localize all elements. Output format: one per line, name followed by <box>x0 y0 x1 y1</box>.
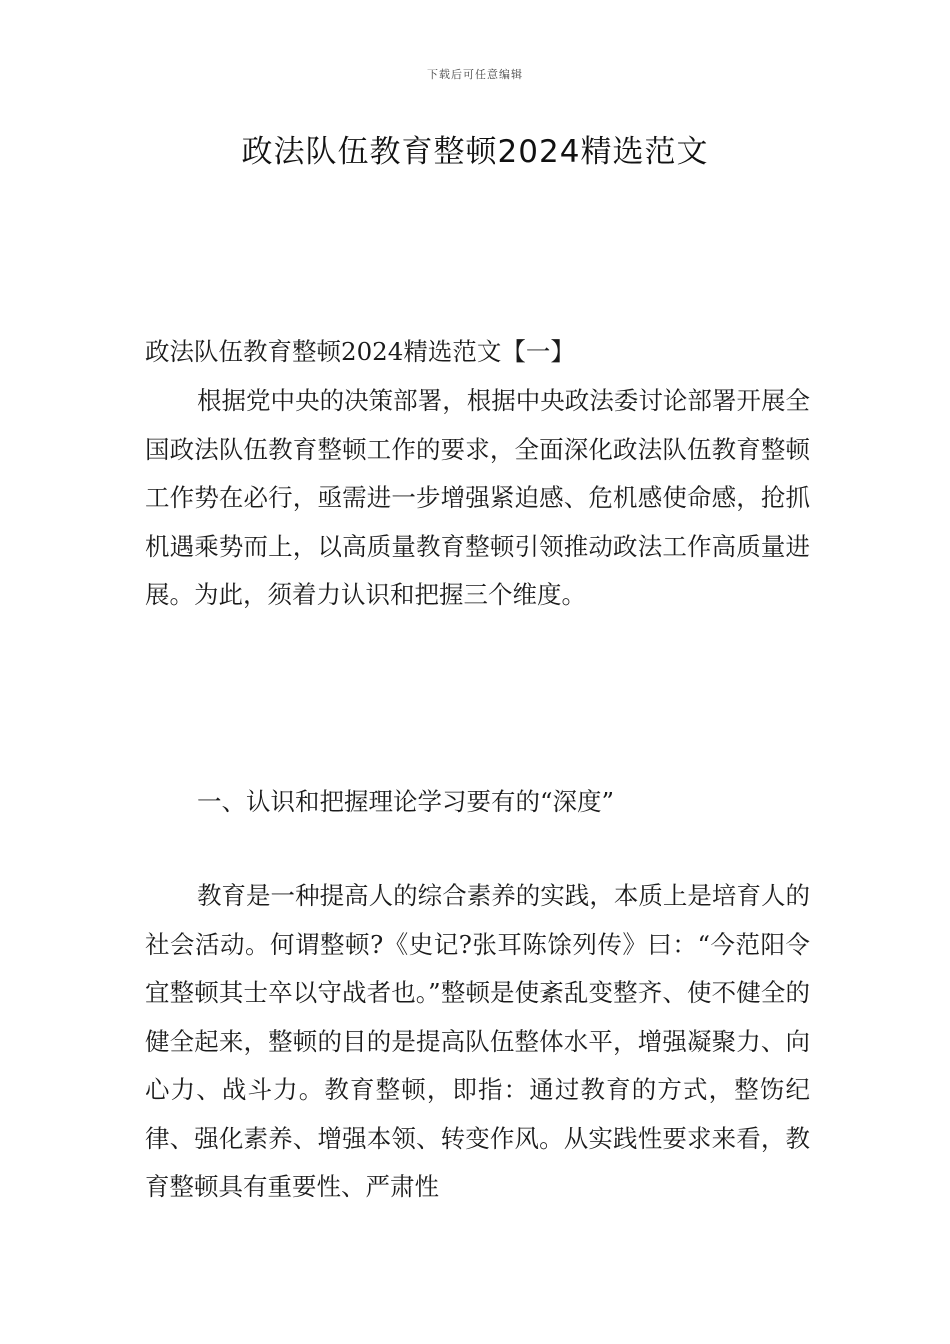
body-paragraph: 根据党中央的决策部署，根据中央政法委讨论部署开展全国政法队伍教育整顿工作的要求，全面深化政法队伍教育整顿工作势在必行，亟需进一步增强紧迫感、危机感使命感，抢抓机遇乘势而上，以高质量教育整顿引领推动政法工作高质量进展。为此，须着力认识和把握三个维度。 <box>145 386 810 609</box>
document-title: 政法队伍教育整顿2024精选范文 <box>241 134 709 170</box>
section-heading: 政法队伍教育整顿2024精选范文【一】 <box>145 337 575 366</box>
body-paragraph: 教育是一种提高人的综合素养的实践，本质上是培育人的社会活动。何谓整顿?《史记?张耳陈馀列传》曰：“今范阳令宜整顿其士卒以守战者也。”整顿是使紊乱变整齐、使不健全的健全起来，整顿的目的是提高队伍整体水平，增强凝聚力、向心力、战斗力。教育整顿，即指：通过教育的方式，整饬纪律、强化素养、增强本领、转变作风。从实践性要求来看，教育整顿具有重要性、严肃性 <box>145 881 810 1201</box>
sub-heading: 一、认识和把握理论学习要有的“深度” <box>197 787 615 816</box>
header-note: 下载后可任意编辑 <box>427 68 523 81</box>
